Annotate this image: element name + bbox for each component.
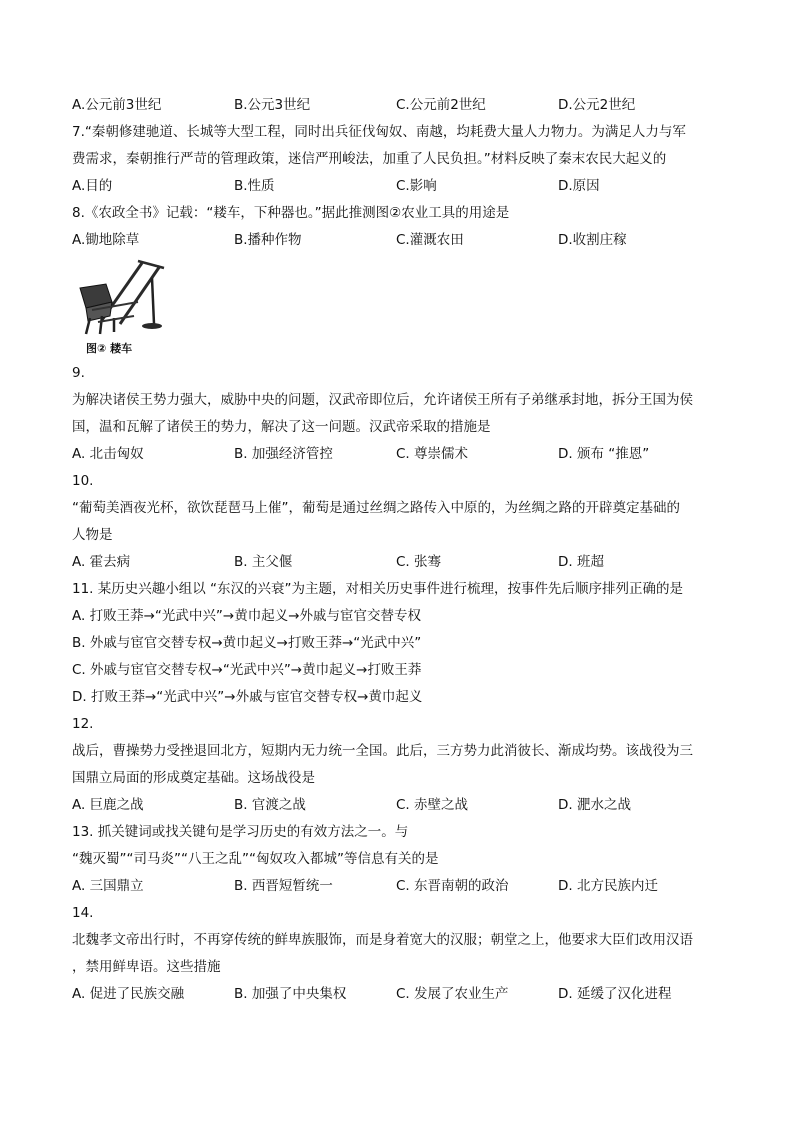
q14-option-a[interactable]: A. 促进了民族交融 — [72, 986, 185, 1002]
q13-option-a[interactable]: A. 三国鼎立 — [72, 878, 144, 894]
q11-option-c[interactable]: C. 外戚与宦官交替专权→“光武中兴”→黄巾起义→打败王莽 — [72, 662, 422, 678]
q7-option-c[interactable]: C.影响 — [396, 178, 437, 194]
q8-option-a[interactable]: A.锄地除草 — [72, 232, 140, 248]
q7-stem-line-2: 费需求，秦朝推行严苛的管理政策，迷信严刑峻法，加重了人民负担。”材料反映了秦末农民大起义的 — [72, 151, 667, 167]
q7-option-b[interactable]: B.性质 — [234, 178, 275, 194]
q8-options — [72, 227, 722, 254]
q9-stem-line-1: 为解决诸侯王势力强大，威胁中央的问题，汉武帝即位后，允许诸侯王所有子弟继承封地，拆分王国为侯 — [72, 392, 693, 408]
seed-drill-figure — [72, 258, 722, 360]
q9-option-b[interactable]: B. 加强经济管控 — [234, 446, 333, 462]
q8-stem-line-1: 8.《农政全书》记载：“耧车，下种器也。”据此推测图②农业工具的用途是 — [72, 205, 510, 221]
seed-drill-image — [72, 258, 172, 340]
q14-number: 14. — [72, 905, 94, 921]
q10-option-c[interactable]: C. 张骞 — [396, 554, 442, 570]
q10-option-d[interactable]: D. 班超 — [558, 554, 604, 570]
q11-option-a[interactable]: A. 打败王莽→“光武中兴”→黄巾起义→外戚与宦官交替专权 — [72, 608, 422, 624]
q9-option-d[interactable]: D. 颁布 “推恩” — [558, 446, 650, 462]
q7-stem-line-1: 7.“秦朝修建驰道、长城等大型工程，同时出兵征伐匈奴、南越，均耗费大量人力物力。为满足人力与军 — [72, 124, 686, 140]
q12-stem-line-2: 国鼎立局面的形成奠定基础。这场战役是 — [72, 770, 315, 786]
q6-options — [72, 92, 722, 119]
q8-option-c[interactable]: C.灌溉农田 — [396, 232, 464, 248]
figure-caption: 图② 耧车 — [86, 342, 133, 355]
q9-option-a[interactable]: A. 北击匈奴 — [72, 446, 144, 462]
q10-stem-line-1: “葡萄美酒夜光杯，欲饮琵琶马上催”，葡萄是通过丝绸之路传入中原的，为丝绸之路的开辟奠定基础的 — [72, 500, 680, 516]
q12-number: 12. — [72, 716, 94, 732]
q12-stem-line-1: 战后，曹操势力受挫退回北方，短期内无力统一全国。此后，三方势力此消彼长、渐成均势。该战役为三 — [72, 743, 693, 759]
q13-stem-line-2: “魏灭蜀”“司马炎”“八王之乱”“匈奴攻入都城”等信息有关的是 — [72, 851, 439, 867]
q8-option-d[interactable]: D.收割庄稼 — [558, 232, 627, 248]
q13-options — [72, 873, 722, 900]
q8-option-b[interactable]: B.播种作物 — [234, 232, 302, 248]
q13-stem-line-1: 13. 抓关键词或找关键句是学习历史的有效方法之一。与 — [72, 824, 409, 840]
q11-stem-line-1: 11. 某历史兴趣小组以 “东汉的兴衰”为主题，对相关历史事件进行梳理，按事件先后顺序排列正确的是 — [72, 581, 684, 597]
q14-option-c[interactable]: C. 发展了农业生产 — [396, 986, 509, 1002]
q6-option-c[interactable]: C.公元前2世纪 — [396, 97, 486, 113]
q6-option-d[interactable]: D.公元2世纪 — [558, 97, 636, 113]
q12-option-a[interactable]: A. 巨鹿之战 — [72, 797, 144, 813]
q11-option-b[interactable]: B. 外戚与宦官交替专权→黄巾起义→打败王莽→“光武中兴” — [72, 635, 422, 651]
q10-stem-line-2: 人物是 — [72, 527, 113, 543]
q14-option-d[interactable]: D. 延缓了汉化进程 — [558, 986, 672, 1002]
q10-option-a[interactable]: A. 霍去病 — [72, 554, 131, 570]
q13-option-b[interactable]: B. 西晋短暂统一 — [234, 878, 333, 894]
q12-options — [72, 792, 722, 819]
q9-stem-line-2: 国，温和瓦解了诸侯王的势力，解决了这一问题。汉武帝采取的措施是 — [72, 419, 491, 435]
q6-option-a[interactable]: A.公元前3世纪 — [72, 97, 162, 113]
q7-option-a[interactable]: A.目的 — [72, 178, 113, 194]
q10-number: 10. — [72, 473, 94, 489]
q13-option-d[interactable]: D. 北方民族内迁 — [558, 878, 658, 894]
q14-stem-line-2: ，禁用鲜卑语。这些措施 — [72, 959, 221, 975]
q13-option-c[interactable]: C. 东晋南朝的政治 — [396, 878, 509, 894]
q10-option-b[interactable]: B. 主父偃 — [234, 554, 293, 570]
q7-option-d[interactable]: D.原因 — [558, 178, 600, 194]
q14-options — [72, 981, 722, 1008]
q7-options — [72, 173, 722, 200]
q9-number: 9. — [72, 365, 85, 381]
q10-options — [72, 549, 722, 576]
q9-options — [72, 441, 722, 468]
q6-option-b[interactable]: B.公元3世纪 — [234, 97, 311, 113]
q9-option-c[interactable]: C. 尊崇儒术 — [396, 446, 469, 462]
exam-page — [72, 92, 722, 1008]
q12-option-d[interactable]: D. 淝水之战 — [558, 797, 631, 813]
q11-option-d[interactable]: D. 打败王莽→“光武中兴”→外戚与宦官交替专权→黄巾起义 — [72, 689, 423, 705]
q12-option-c[interactable]: C. 赤壁之战 — [396, 797, 469, 813]
q12-option-b[interactable]: B. 官渡之战 — [234, 797, 306, 813]
q14-option-b[interactable]: B. 加强了中央集权 — [234, 986, 347, 1002]
q14-stem-line-1: 北魏孝文帝出行时，不再穿传统的鲜卑族服饰，而是身着宽大的汉服；朝堂之上，他要求大臣们改用汉语 — [72, 932, 693, 948]
